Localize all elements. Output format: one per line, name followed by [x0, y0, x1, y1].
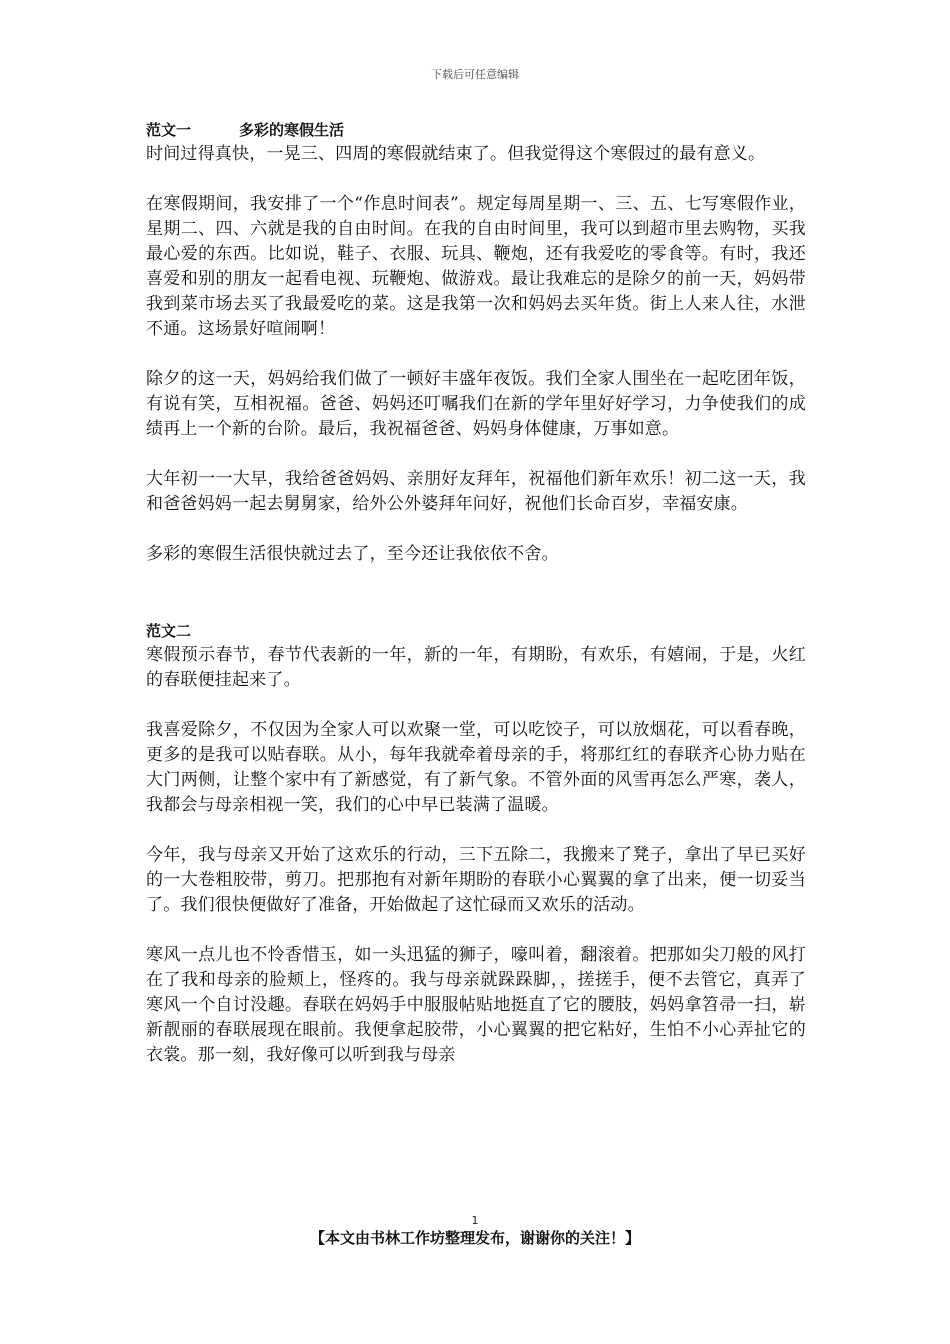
essay1-label: 范文一	[146, 121, 192, 139]
essay1-paragraph-4: 大年初一一大早，我给爸爸妈妈、亲朋好友拜年，祝福他们新年欢乐！初二这一天，我和爸爸妈妈一起去舅舅家，给外公外婆拜年问好，祝他们长命百岁，幸福安康。	[146, 469, 806, 514]
essay2-paragraph-3: 今年，我与母亲又开始了这欢乐的行动，三下五除二，我搬来了凳子，拿出了早已买好的一大卷粗胶带，剪刀。把那抱有对新年期盼的春联小心翼翼的拿了出来，便一切妥当了。我们很快便做好了准备，开始做起了这忙碌而又欢乐的活动。	[146, 845, 806, 915]
essay1-paragraph-1: 时间过得真快，一晃三、四周的寒假就结束了。但我觉得这个寒假过的最有意义。	[146, 144, 766, 164]
essay1-paragraph-2: 在寒假期间，我安排了一个“作息时间表”。规定每周星期一、三、五、七写寒假作业，星期二、四、六就是我的自由时间。在我的自由时间里，我可以到超市里去购物，买我最心爱的东西。比如说，鞋子、衣服、玩具、鞭炮，还有我爱吃的零食等。有时，我还喜爱和别的朋友一起看电视、玩鞭炮、做游戏。最让我难忘的是除夕的前一天，妈妈带我到菜市场去买了我最爱吃的菜。这是我第一次和妈妈去买年货。街上人来人往，水泄不通。这场景好喧闹啊！	[146, 194, 806, 339]
essay2-paragraph-2: 我喜爱除夕，不仅因为全家人可以欢聚一堂，可以吃饺子，可以放烟花，可以看春晚，更多的是我可以贴春联。从小，每年我就牵着母亲的手，将那红红的春联齐心协力贴在大门两侧，让整个家中有了新感觉，有了新气象。不管外面的风雪再怎么严寒，袭人，我都会与母亲相视一笑，我们的心中早已装满了温暖。	[146, 720, 806, 815]
essay2-label: 范文二	[146, 622, 192, 640]
essay1-title: 多彩的寒假生活	[239, 121, 345, 139]
essay1-heading	[146, 118, 806, 142]
essay2-paragraph-4: 寒风一点儿也不怜香惜玉，如一头迅猛的狮子，嚎叫着，翻滚着。把那如尖刀般的风打在了我和母亲的脸颊上，怪疼的。我与母亲就跺跺脚，，搓搓手，便不去管它，真弄了寒风一个自讨没趣。春联在妈妈手中服服帖贴地挺直了它的腰肢，妈妈拿笤帚一扫，崭新靓丽的春联展现在眼前。我便拿起胶带，小心翼翼的把它粘好，生怕不小心弄扯它的衣裳。那一刻，我好像可以听到我与母亲	[146, 945, 806, 1065]
page-number: 1	[471, 1214, 479, 1227]
essay1-paragraph-5: 多彩的寒假生活很快就过去了，至今还让我依依不舍。	[146, 544, 559, 564]
essay2-paragraph-1: 寒假预示春节，春节代表新的一年，新的一年，有期盼，有欢乐，有嬉闹，于是，火红的春联便挂起来了。	[146, 645, 806, 690]
essay1-paragraph-3: 除夕的这一天，妈妈给我们做了一顿好丰盛年夜饭。我们全家人围坐在一起吃团年饭，有说有笑，互相祝福。爸爸、妈妈还叮嘱我们在新的学年里好好学习，力争使我们的成绩再上一个新的台阶。最后，我祝福爸爸、妈妈身体健康，万事如意。	[146, 369, 806, 439]
footer-note: 【本文由书林工作坊整理发布，谢谢你的关注！】	[309, 1229, 640, 1247]
header-note: 下载后可任意编辑	[431, 68, 519, 81]
document-body	[146, 118, 806, 1068]
essay2-heading	[146, 619, 806, 643]
